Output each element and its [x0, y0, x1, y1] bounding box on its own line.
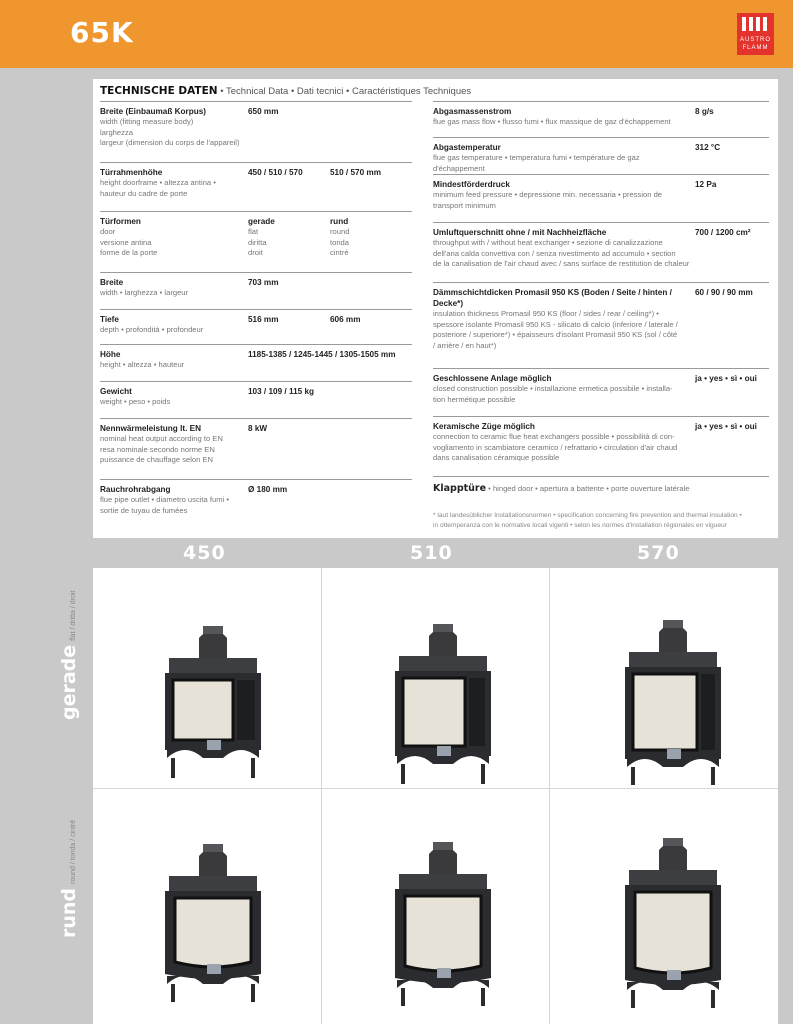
spec-value: Ø 180 mm — [248, 485, 288, 494]
spec-row-door-forms — [100, 211, 412, 257]
spec-desc: height • altezza • hauteur — [100, 360, 185, 369]
spec-label: Höhe — [100, 350, 121, 359]
spec-label: Breite — [100, 278, 124, 287]
spec-label-2: Decke*) — [433, 299, 464, 308]
spec-label: Keramische Züge möglich — [433, 422, 535, 431]
spec-desc: minimum feed pressure • depressione min. necessaria • pression de transport minimum — [433, 190, 663, 210]
spec-label: Breite (Einbaumaß Korpus) — [100, 107, 206, 116]
fireplace-round-570-image — [613, 830, 733, 1010]
spec-desc: throughput with / without heat exchanger • sezione di canalizzazione dell'aria calda convettiva con / senza rivestimento ad accumulo • section de la canalisation de l'air chaud avec / sans surface de restitution de chaleur — [433, 238, 690, 268]
logo-mark-icon — [742, 17, 769, 31]
spec-value-sub: flat diritta droit — [248, 227, 267, 257]
footnote: * laut landesüblicher Installationsnormen • specification concerning fire prevention and thermal insulation • in ottemperanza con le normative locali vigenti • selon les normes d'installation régionales en vigueur — [433, 512, 742, 529]
spec-value: 650 mm — [248, 107, 279, 116]
spec-label: Nennwärmeleistung lt. EN — [100, 424, 201, 433]
spec-desc: flue gas temperature • temperatura fumi • température de gaz d'échappement — [433, 153, 640, 173]
spec-value: 1185-1385 / 1245-1445 / 1305-1505 mm — [248, 350, 396, 359]
spec-value: ja • yes • sì • oui — [695, 374, 757, 383]
fireplace-round-510-image — [383, 834, 503, 1008]
spec-label: Rauchrohrabgang — [100, 485, 171, 494]
spec-desc: flue gas mass flow • flusso fumi • flux massique de gaz d'échappement — [433, 117, 671, 126]
spec-value: 703 mm — [248, 278, 279, 287]
spec-row-flue-temperature — [433, 137, 769, 173]
section-title — [100, 85, 471, 97]
spec-label: Mindestförderdruck — [433, 180, 510, 189]
section-title-main: TECHNISCHE DATEN — [100, 85, 218, 97]
spec-value: 103 / 109 / 115 kg — [248, 387, 315, 396]
spec-desc: weight • peso • poids — [100, 397, 171, 406]
grid-divider — [549, 568, 550, 1024]
spec-desc: width • larghezza • largeur — [100, 288, 189, 297]
spec-value: gerade — [248, 217, 275, 226]
fireplace-round-450-image — [153, 836, 273, 1006]
spec-row-air-section — [433, 222, 769, 268]
row-subtitle: flat / dritta / droit — [70, 590, 77, 641]
fireplace-flat-450-image — [153, 618, 273, 783]
spec-row-weight — [100, 381, 412, 406]
spec-label: Dämmschichtdicken Promasil 950 KS (Boden / Seite / hinten / — [433, 288, 672, 297]
spec-row-insulation — [433, 282, 769, 350]
spec-row-ceramic-flues — [433, 416, 769, 462]
spec-row-height — [100, 344, 412, 369]
spec-value: 60 / 90 / 90 mm — [695, 288, 753, 297]
spec-desc: height doorframe • altezza antina • hauteur du cadre de porte — [100, 178, 216, 198]
spec-label: Gewicht — [100, 387, 132, 396]
spec-value: 8 kW — [248, 424, 268, 433]
spec-label: Geschlossene Anlage möglich — [433, 374, 552, 383]
spec-desc: width (fitting measure body) larghezza largeur (dimension du corps de l'appareil) — [100, 117, 240, 147]
spec-value: 12 Pa — [695, 180, 717, 189]
spec-value-2: 606 mm — [330, 315, 361, 324]
spec-row-width — [100, 272, 412, 297]
column-header-570: 570 — [637, 542, 680, 564]
klapptuere-label: Klapptüre — [433, 483, 487, 494]
spec-row-depth — [100, 309, 412, 334]
spec-label: Türformen — [100, 217, 141, 226]
klapptuere-desc: • hinged door • apertura a battente • porte ouverture latérale — [486, 484, 690, 493]
grid-divider — [321, 568, 322, 1024]
row-title: gerade — [58, 644, 80, 720]
spec-value: ja • yes • sì • oui — [695, 422, 757, 431]
row-label-rund — [58, 820, 80, 938]
spec-value: 450 / 510 / 570 — [248, 168, 303, 177]
spec-value: 700 / 1200 cm² — [695, 228, 751, 237]
section-title-sub: • Technical Data • Dati tecnici • Caractéristiques Techniques — [217, 86, 472, 97]
row-title: rund — [58, 887, 80, 938]
spec-label: Türrahmenhöhe — [100, 168, 163, 177]
grid-divider — [93, 788, 778, 789]
spec-desc: depth • profondità • profondeur — [100, 325, 204, 334]
spec-value-2: 510 / 570 mm — [330, 168, 381, 177]
model-title: 65K — [70, 16, 134, 49]
austroflamm-logo — [737, 13, 774, 55]
spec-row-hinged-door — [433, 476, 769, 494]
technical-data-panel — [93, 79, 778, 538]
spec-row-feed-pressure — [433, 174, 769, 210]
spec-desc: nominal heat output according to EN resa nominale secondo norme EN puissance de chauffage selon EN — [100, 434, 223, 464]
spec-row-flue-outlet — [100, 479, 412, 515]
fireplace-flat-570-image — [613, 612, 733, 787]
spec-row-doorframe-height — [100, 162, 412, 198]
spec-value: 516 mm — [248, 315, 279, 324]
spec-desc: insulation thickness Promasil 950 KS (floor / sides / rear / ceiling*) • spessore isolante Promasil 950 KS - silicato di calcio (inferiore / laterale / posteriore / superiore*) • épaisseurs d'isolant Promasil 950 KS (sol / côté / arrière / en haut*) — [433, 309, 678, 350]
spec-desc: door versione antina forme de la porte — [100, 227, 158, 257]
spec-row-heat-output — [100, 418, 412, 464]
spec-desc: flue pipe outlet • diametro uscita fumi • sortie de tuyau de fumées — [100, 495, 229, 515]
spec-label: Abgasmassenstrom — [433, 107, 512, 116]
hinged-door-line — [433, 481, 690, 495]
spec-desc: closed construction possible • installazione ermetica possibile • installa- tion hermétique possible — [433, 384, 673, 404]
spec-label: Umluftquerschnitt ohne / mit Nachheizfläche — [433, 228, 607, 237]
column-header-510: 510 — [410, 542, 453, 564]
row-subtitle: round / tonda / cintré — [70, 819, 77, 884]
spec-label: Abgastemperatur — [433, 143, 501, 152]
fireplace-flat-510-image — [383, 616, 503, 786]
header-bar — [0, 0, 793, 68]
row-label-gerade — [58, 591, 80, 720]
logo-text-line2: FLAMM — [742, 45, 769, 51]
spec-desc: connection to ceramic flue heat exchangers possible • possibilità di con- vogliamento in scambiatore ceramico / refrattario • circulation d'air chaud dans canalisation céramique possible — [433, 432, 678, 462]
spec-row-closed-construction — [433, 368, 769, 404]
spec-value: 312 °C — [695, 143, 721, 152]
spec-value-2: rund — [330, 217, 349, 226]
spec-value: 8 g/s — [695, 107, 714, 116]
spec-row-width-body — [100, 101, 412, 147]
logo-text-line1: AUSTRO — [739, 37, 771, 43]
product-image-grid — [93, 568, 778, 1024]
column-header-450: 450 — [183, 542, 226, 564]
spec-value-2-sub: round tonda cintré — [330, 227, 350, 257]
spec-row-flue-mass-flow — [433, 101, 769, 126]
spec-label: Tiefe — [100, 315, 119, 324]
